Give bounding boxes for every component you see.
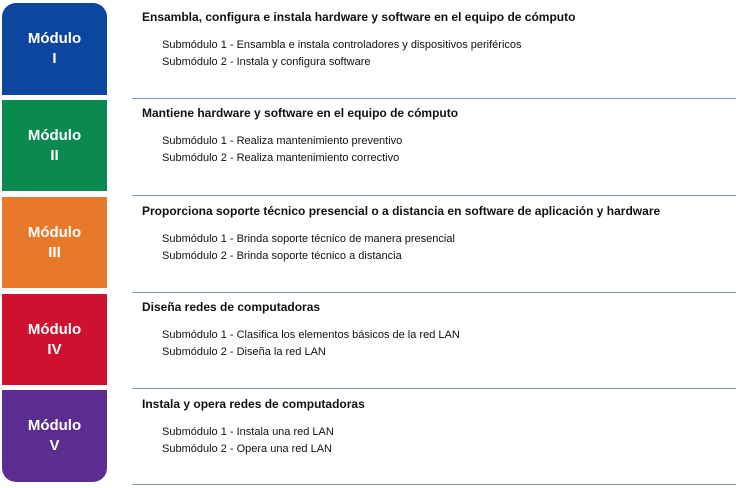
module-label: Módulo	[27, 320, 82, 338]
module-content-1	[142, 9, 742, 71]
submodule-item: Submódulo 2 - Brinda soporte técnico a distancia	[162, 250, 402, 262]
module-title: Mantiene hardware y software en el equipo de cómputo	[142, 106, 459, 120]
submodule-item: Submódulo 1 - Realiza mantenimiento preventivo	[162, 135, 403, 147]
section-divider	[132, 484, 736, 485]
module-badge-4	[2, 294, 107, 385]
module-badge-1	[2, 3, 107, 95]
section-divider	[132, 292, 736, 293]
submodule-item: Submódulo 1 - Ensambla e instala controladores y dispositivos periféricos	[162, 39, 522, 51]
module-content-2	[142, 105, 742, 167]
section-divider	[132, 388, 736, 389]
section-divider	[132, 98, 736, 99]
module-label: Módulo	[27, 417, 82, 434]
module-badge-2	[2, 100, 107, 191]
module-title: Diseña redes de computadoras	[142, 300, 321, 314]
module-content-3	[142, 203, 742, 265]
module-label: Módulo	[27, 30, 82, 47]
module-numeral: II	[50, 146, 59, 164]
module-content-5	[142, 396, 742, 458]
module-numeral: I	[52, 50, 57, 67]
submodule-item: Submódulo 1 - Instala una red LAN	[162, 426, 334, 438]
module-numeral: III	[48, 243, 61, 261]
submodule-item: Submódulo 2 - Instala y configura software	[162, 56, 371, 68]
submodule-item: Submódulo 1 - Clasifica los elementos básicos de la red LAN	[162, 329, 460, 341]
module-numeral: IV	[47, 340, 62, 358]
module-badge-3	[2, 197, 107, 288]
submodule-item: Submódulo 2 - Realiza mantenimiento correctivo	[162, 152, 400, 164]
module-title: Proporciona soporte técnico presencial o a distancia en software de aplicación y hardware	[142, 204, 661, 218]
submodule-item: Submódulo 1 - Brinda soporte técnico de manera presencial	[162, 233, 455, 245]
submodule-item: Submódulo 2 - Opera una red LAN	[162, 443, 332, 455]
module-content-4	[142, 299, 742, 361]
section-divider	[132, 195, 736, 196]
module-numeral: V	[49, 437, 60, 454]
module-title: Instala y opera redes de computadoras	[142, 397, 365, 411]
submodule-item: Submódulo 2 - Diseña la red LAN	[162, 346, 326, 358]
module-label: Módulo	[27, 126, 82, 144]
module-label: Módulo	[27, 223, 82, 241]
module-badge-5	[2, 390, 107, 482]
module-title: Ensambla, configura e instala hardware y software en el equipo de cómputo	[142, 10, 576, 24]
